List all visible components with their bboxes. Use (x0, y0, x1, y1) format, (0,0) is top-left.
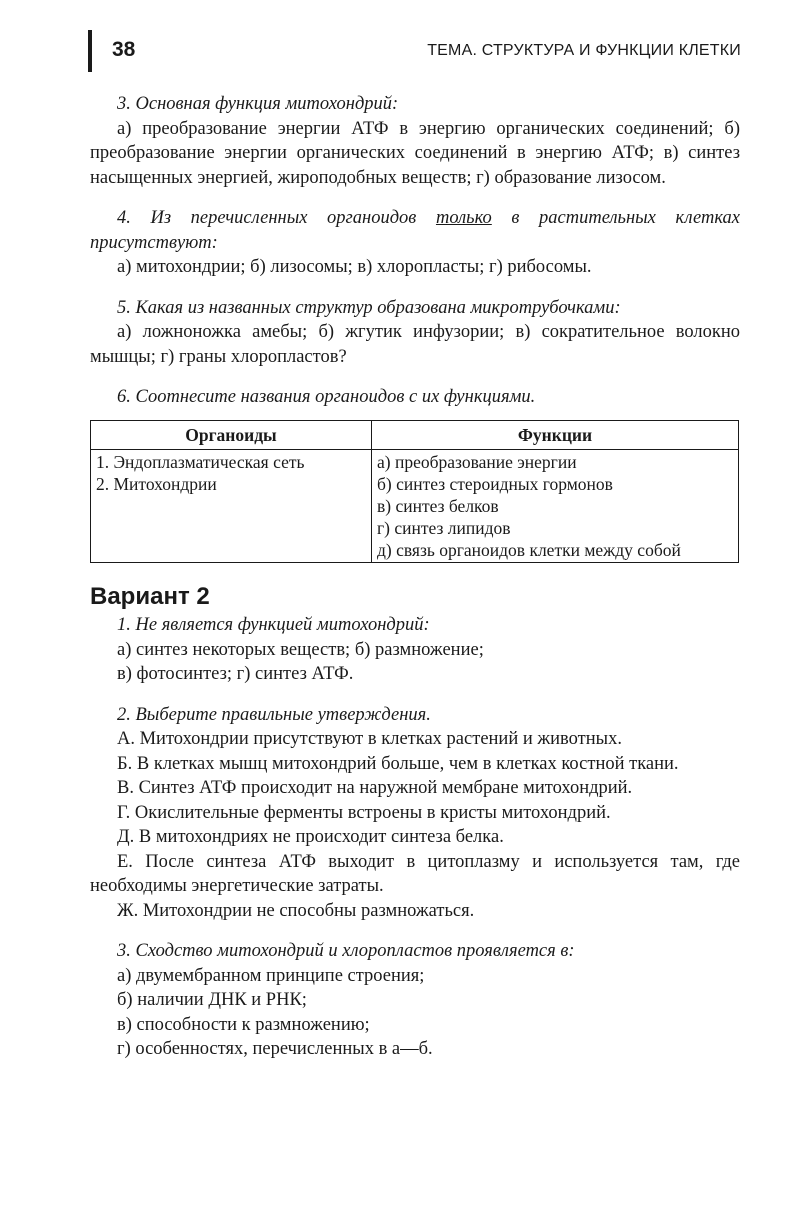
statement: Б. В клетках мышц митохондрий больше, чем в клетках костной ткани. (117, 753, 679, 774)
question-6 (90, 385, 740, 563)
table-row (91, 449, 739, 562)
statement: А. Митохондрии присутствуют в клетках растений и животных. (117, 729, 622, 749)
question-option: б) наличии ДНК и РНК; (117, 990, 307, 1010)
title-part: 4. Из перечисленных органоидов (117, 208, 436, 228)
v2-question-2 (90, 703, 740, 924)
function-item: в) синтез белков (377, 495, 499, 516)
question-5 (90, 296, 740, 370)
table-header-row (91, 420, 739, 449)
question-title: 3. Сходство митохондрий и хлоропластов проявляется в: (117, 941, 575, 961)
title-part: в растительных клетках присутствуют: (90, 208, 740, 253)
function-item: б) синтез стероидных гормонов (377, 473, 613, 494)
question-options: а) митохондрии; б) лизосомы; в) хлоропласты; г) рибосомы. (117, 257, 592, 277)
function-item: д) связь органоидов клетки между собой (377, 539, 681, 560)
question-title: 5. Какая из названных структур образована микротрубочками: (117, 297, 621, 318)
statement: В. Синтез АТФ происходит на наружной мембране митохондрий. (117, 778, 633, 798)
table-header-functions: Функции (372, 420, 739, 449)
question-4 (90, 206, 740, 280)
organoids-cell (91, 449, 372, 562)
question-3 (90, 92, 740, 190)
underlined-word: только (435, 208, 492, 228)
question-option: а) двумембранном принципе строения; (117, 965, 425, 986)
header-rule (88, 30, 92, 72)
function-item: а) преобразование энергии (377, 451, 577, 472)
running-head: ТЕМА. СТРУКТУРА И ФУНКЦИИ КЛЕТКИ (427, 42, 741, 59)
question-title: 2. Выберите правильные утверждения. (117, 704, 431, 725)
question-title (90, 206, 740, 255)
v2-question-1 (90, 613, 740, 687)
question-options: а) преобразование энергии АТФ в энергию органических соединений; б) преобразование энергии органических соединений в энергию АТФ; в) синтез насыщенных энергией, жироподобных веществ; г) образование лизосом. (90, 118, 740, 188)
v2-question-3 (90, 939, 740, 1062)
question-title: 3. Основная функция митохондрий: (117, 94, 399, 114)
question-title: 1. Не является функцией митохондрий: (117, 615, 430, 635)
statement: Е. После синтеза АТФ выходит в цитоплазму и используется там, где необходимы энергетические затраты. (90, 851, 740, 896)
table-header-organoids: Органоиды (91, 420, 372, 449)
question-option: а) синтез некоторых веществ; б) размножение; (117, 639, 484, 660)
question-option: в) способности к размножению; (117, 1014, 370, 1035)
statement: Д. В митохондриях не происходит синтеза белка. (117, 827, 504, 847)
page-content (90, 92, 740, 1062)
organoid-item: 2. Митохондрии (96, 473, 217, 494)
organoid-item: 1. Эндоплазматическая сеть (96, 451, 305, 472)
functions-cell (372, 449, 739, 562)
question-title: 6. Соотнесите названия органоидов с их функциями. (117, 387, 536, 407)
variant-heading: Вариант 2 (90, 582, 210, 610)
statement: Ж. Митохондрии не способны размножаться. (117, 900, 475, 921)
function-item: г) синтез липидов (377, 517, 511, 538)
organoid-function-table (90, 420, 739, 563)
page-number: 38 (112, 38, 136, 61)
question-option: в) фотосинтез; г) синтез АТФ. (117, 664, 354, 684)
statement: Г. Окислительные ферменты встроены в кристы митохондрий. (117, 802, 611, 823)
question-options: а) ложноножка амебы; б) жгутик инфузории; в) сократительное волокно мышцы; г) граны хлоропластов? (90, 322, 740, 367)
question-option: г) особенностях, перечисленных в а—б. (117, 1039, 433, 1059)
